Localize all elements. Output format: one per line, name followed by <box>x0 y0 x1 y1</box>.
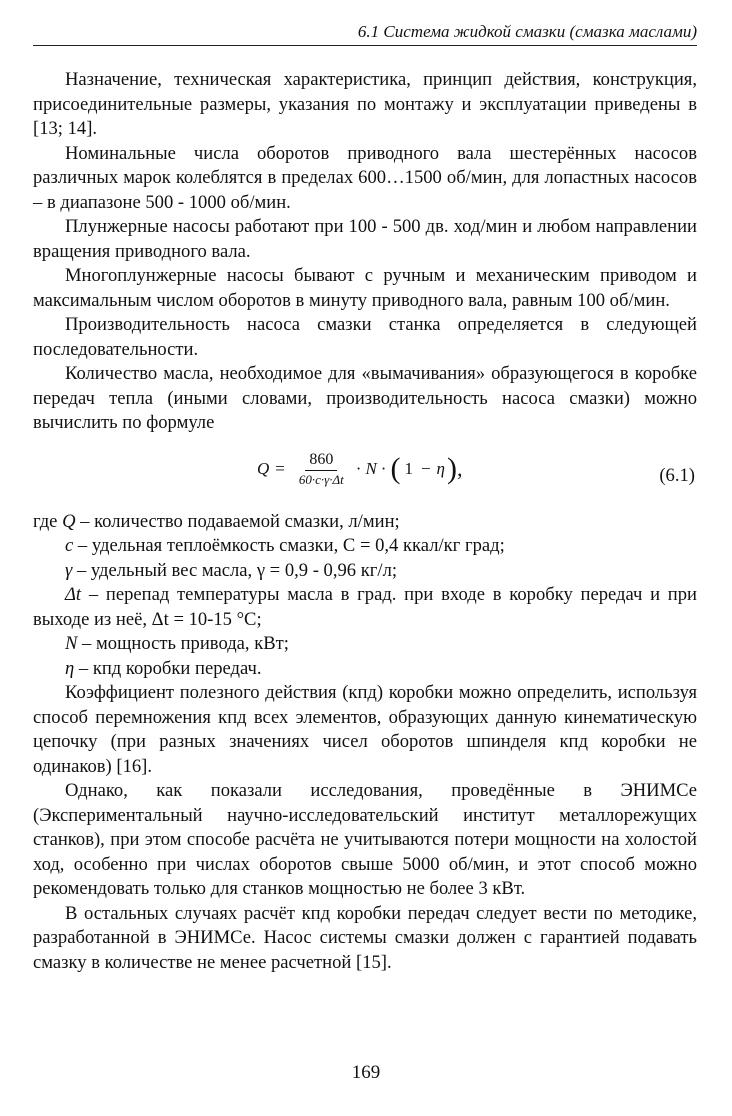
definition-symbol: Q <box>62 510 76 532</box>
formula-expression <box>257 450 462 489</box>
definition-symbol: η <box>65 657 75 679</box>
paragraph: Многоплунжерные насосы бывают с ручным и механическим приводом и максимальным числом оборотов в минуту приводного вала, равным 100 об/мин. <box>33 265 697 311</box>
definition-text: – удельный вес масла, γ = 0,9 - 0,96 кг/л; <box>72 559 398 581</box>
formula-times: · <box>380 458 387 478</box>
definition-c <box>33 534 697 559</box>
definition-q <box>33 510 697 535</box>
definition-symbol: N <box>65 633 78 654</box>
definition-text: – удельная теплоёмкость смазки, C = 0,4 ккал/кг град; <box>73 535 505 556</box>
paragraph: Номинальные числа оборотов приводного вала шестерённых насосов различных марок колеблятся в пределах 600…1500 об/мин, для лопастных насосов – в диапазоне 500 - 1000 об/мин. <box>33 142 697 213</box>
formula-eta: η <box>436 458 445 478</box>
formula-lparen: ( <box>390 452 401 485</box>
definition-text: – мощность привода, кВт; <box>77 633 289 654</box>
formula-equals: = <box>275 458 285 478</box>
formula-6-1 <box>33 444 697 508</box>
paragraph: Коэффициент полезного действия (кпд) коробки можно определить, используя способ перемножения кпд всех элементов, образующих данную кинематическую цепочку (при разных значениях чисел оборотов шпинделя кпд коробки не одинаков) [16]. <box>33 682 697 777</box>
definition-text: – кпд коробки передач. <box>74 657 262 679</box>
paragraph: Назначение, техническая характеристика, принцип действия, конструкция, присоединительные размеры, указания по монтажу и эксплуатации приведены в [13; 14]. <box>33 69 697 139</box>
paragraph: Количество масла, необходимое для «вымачивания» образующегося в коробке передач тепла (иными словами, производительность насоса смазки) можно вычислить по формуле <box>33 363 697 433</box>
definition-symbol: Δt <box>65 584 82 605</box>
paragraph: Производительность насоса смазки станка определяется в следующей последовательности. <box>33 314 697 360</box>
definition-text: – перепад температуры масла в град. при входе в коробку передач и при выходе из неё, Δt = 10-15 °С; <box>33 584 697 630</box>
definition-gamma <box>33 559 697 584</box>
definition-text: – количество подаваемой смазки, л/мин; <box>75 510 400 532</box>
definition-symbol: c <box>65 535 74 556</box>
formula-one: 1 <box>404 458 413 478</box>
definition-symbol: γ <box>65 559 73 581</box>
paragraph: Плунжерные насосы работают при 100 - 500 дв. ход/мин и любом направлении вращения приводного вала. <box>33 216 697 262</box>
page-body <box>33 68 697 975</box>
formula-minus: − <box>420 458 431 478</box>
formula-numerator: 860 <box>305 450 337 471</box>
formula-times: · <box>355 458 362 478</box>
page-number: 169 <box>351 1062 381 1083</box>
paragraph: В остальных случаях расчёт кпд коробки передач следует вести по методике, разработанной в ЭНИМСе. Насос системы смазки должен с гарантией подавать смазку в количестве не менее расчетной [15]. <box>33 902 697 973</box>
formula-n: N <box>365 458 377 478</box>
formula-lhs: Q <box>257 458 270 478</box>
definition-eta <box>33 657 697 682</box>
formula-comma: , <box>456 455 463 481</box>
formula-rparen: ) <box>446 452 457 485</box>
definition-lead: где <box>33 510 63 532</box>
running-header: 6.1 Система жидкой смазки (смазка маслами) <box>33 22 697 46</box>
definition-delta-t <box>33 583 697 632</box>
formula-fraction <box>297 450 346 489</box>
paragraph: Однако, как показали исследования, проведённые в ЭНИМСе (Экспериментальный научно-исследовательский институт металлорежущих станков), при этом способе расчёта не учитываются потери мощности на холостой ход, особенно при числах оборотов свыше 5000 об/мин, и этот способ можно рекомендовать только для станков мощностью не более 3 кВт. <box>33 780 697 899</box>
equation-number: (6.1) <box>659 464 695 486</box>
definition-n <box>33 632 697 657</box>
formula-denominator: 60·c·γ·Δt <box>298 471 344 487</box>
